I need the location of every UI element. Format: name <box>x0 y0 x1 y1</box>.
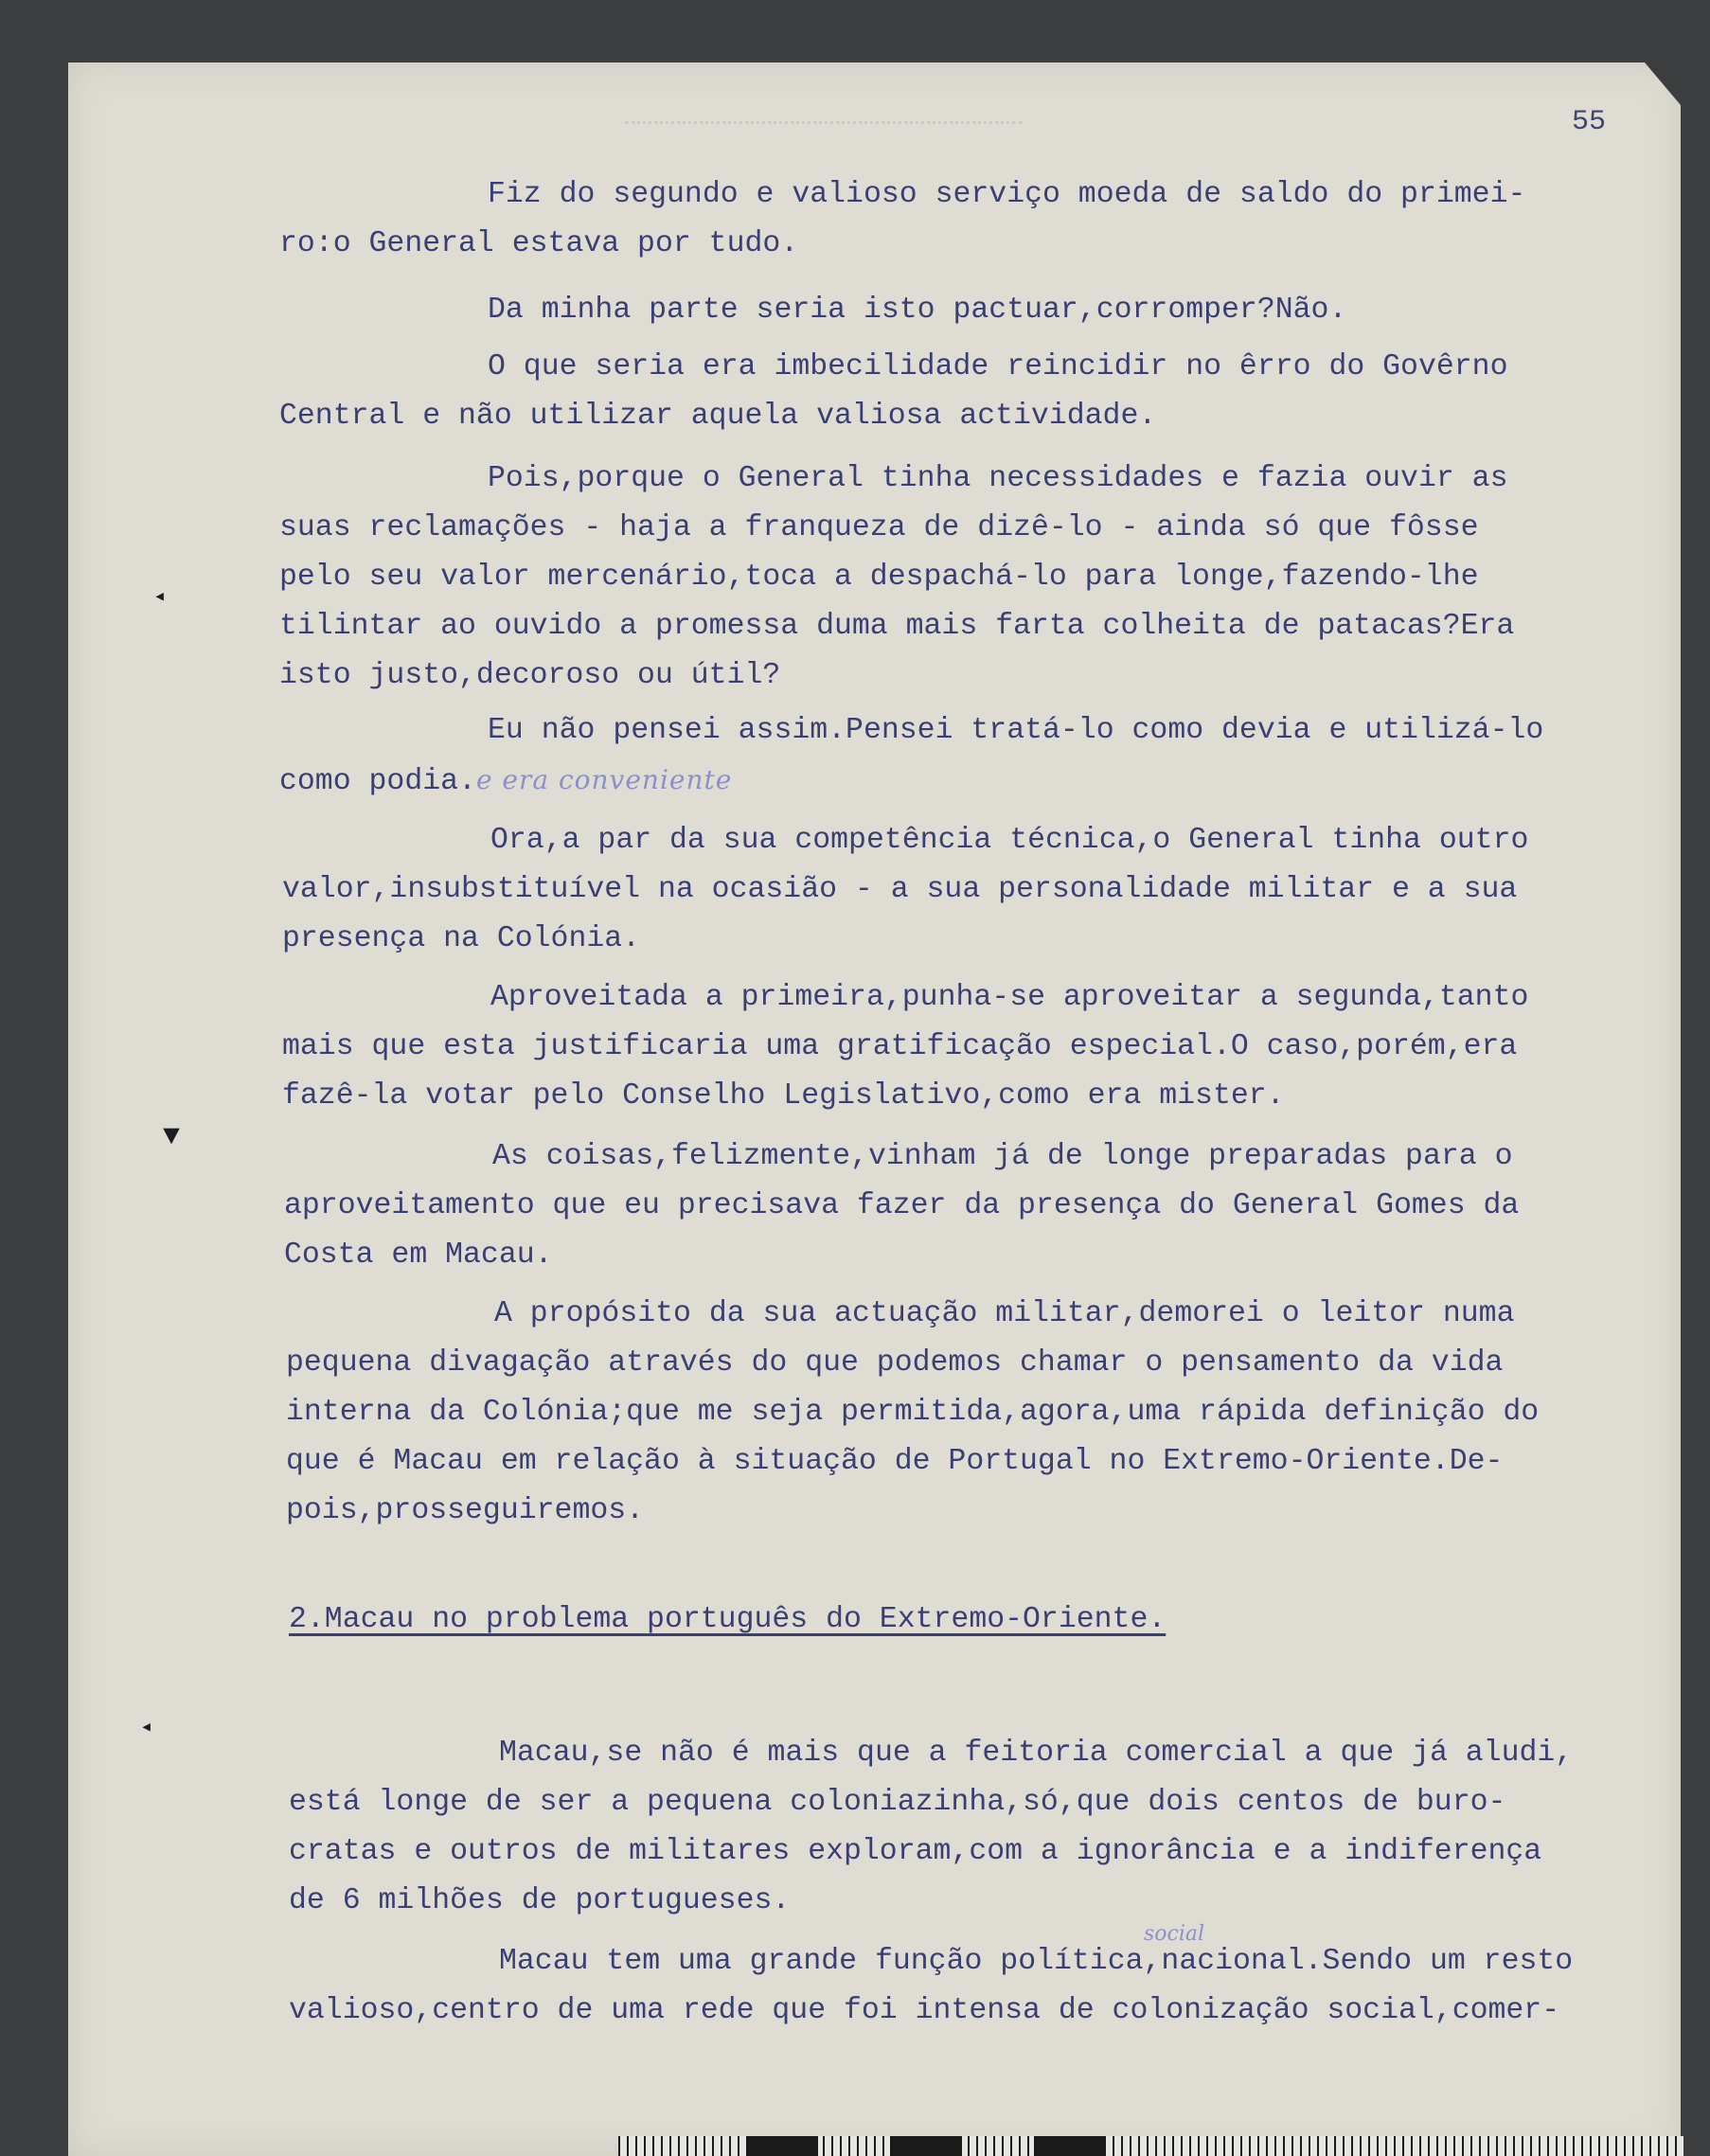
text-line: de 6 milhões de portugueses. <box>289 1884 791 1917</box>
text-line: Aproveitada a primeira,punha-se aproveitar a segunda,tanto <box>490 981 1529 1014</box>
text-line: A propósito da sua actuação militar,demorei o leitor numa <box>494 1297 1515 1330</box>
text-line: O que seria era imbecilidade reincidir no êrro do Govêrno <box>488 350 1508 383</box>
margin-arrow-mark: ◂ <box>140 1716 153 1739</box>
text-line: interna da Colónia;que me seja permitida,agora,uma rápida definição do <box>286 1396 1540 1429</box>
text-line: Pois,porque o General tinha necessidades e fazia ouvir as <box>488 462 1508 495</box>
handwritten-insertion: social <box>1144 1922 1205 1946</box>
section-paragraph-2 <box>289 1937 1573 2036</box>
text-line: As coisas,felizmente,vinham já de longe preparadas para o <box>492 1140 1513 1173</box>
scale-ruler-block <box>1034 2136 1106 2156</box>
page-number: 55 <box>1572 106 1607 138</box>
handwritten-note: e era conveniente <box>475 764 733 795</box>
text-line: Ora,a par da sua competência técnica,o General tinha outro <box>490 824 1529 857</box>
text-line: presença na Colónia. <box>282 922 641 955</box>
paragraph-3 <box>279 343 1507 441</box>
paragraph-2 <box>488 286 1346 335</box>
text-line: fazê-la votar pelo Conselho Legislativo,como era mister. <box>282 1079 1285 1113</box>
text-line: cratas e outros de militares exploram,com a ignorância e a indiferença <box>289 1835 1542 1868</box>
margin-arrow-mark: ▼ <box>163 1121 181 1153</box>
paragraph-6 <box>282 816 1528 964</box>
paragraph-9 <box>286 1290 1539 1536</box>
paragraph-1 <box>279 170 1525 269</box>
section-heading: 2.Macau no problema português do Extremo-Oriente. <box>289 1603 1167 1636</box>
text-line: Da minha parte seria isto pactuar,corromper?Não. <box>488 294 1347 327</box>
text-line: aproveitamento que eu precisava fazer da presença do General Gomes da <box>284 1189 1520 1222</box>
text-line: valioso,centro de uma rede que foi intensa de colonização social,comer- <box>289 1994 1560 2027</box>
text-line: pequena divagação através do que podemos chamar o pensamento da vida <box>286 1346 1504 1380</box>
scale-ruler-block <box>746 2136 818 2156</box>
text-line: Central e não utilizar aquela valiosa actividade. <box>279 400 1157 433</box>
faint-mark <box>625 121 1023 143</box>
text-line: Macau,se não é mais que a feitoria comercial a que já aludi, <box>499 1737 1574 1770</box>
text-line: Macau tem uma grande função política,nacional.Sendo um resto <box>499 1945 1574 1978</box>
text-line: Fiz do segundo e valioso serviço moeda de saldo do primei- <box>488 178 1526 211</box>
text-line: valor,insubstituível na ocasião - a sua personalidade militar e a sua <box>282 873 1518 906</box>
text-line: suas reclamações - haja a franqueza de dizê-lo - ainda só que fôsse <box>279 511 1479 544</box>
paragraph-4 <box>279 454 1514 701</box>
paragraph-8 <box>284 1132 1519 1280</box>
scale-ruler-block <box>890 2136 962 2156</box>
text-line: isto justo,decoroso ou útil? <box>279 659 781 692</box>
text-line: está longe de ser a pequena coloniazinha,só,que dois centos de buro- <box>289 1786 1506 1819</box>
paragraph-7 <box>282 973 1528 1121</box>
text-line: pois,prosseguiremos. <box>286 1494 645 1527</box>
text-line: mais que esta justificaria uma gratificação especial.O caso,porém,era <box>282 1030 1518 1063</box>
text-line: Eu não pensei assim.Pensei tratá-lo como devia e utilizá-lo <box>488 714 1544 747</box>
paragraph-5 <box>279 706 1543 807</box>
text-line: tilintar ao ouvido a promessa duma mais farta colheita de patacas?Era <box>279 610 1515 643</box>
text-line: ro:o General estava por tudo. <box>279 227 799 260</box>
text-line: que é Macau em relação à situação de Portugal no Extremo-Oriente.De- <box>286 1445 1504 1478</box>
text-line: Costa em Macau. <box>284 1238 553 1272</box>
margin-arrow-mark: ◂ <box>153 585 167 609</box>
text-line: como podia. <box>279 765 476 798</box>
section-paragraph-1 <box>289 1729 1573 1926</box>
text-line: pelo seu valor mercenário,toca a despachá-lo para longe,fazendo-lhe <box>279 561 1479 594</box>
